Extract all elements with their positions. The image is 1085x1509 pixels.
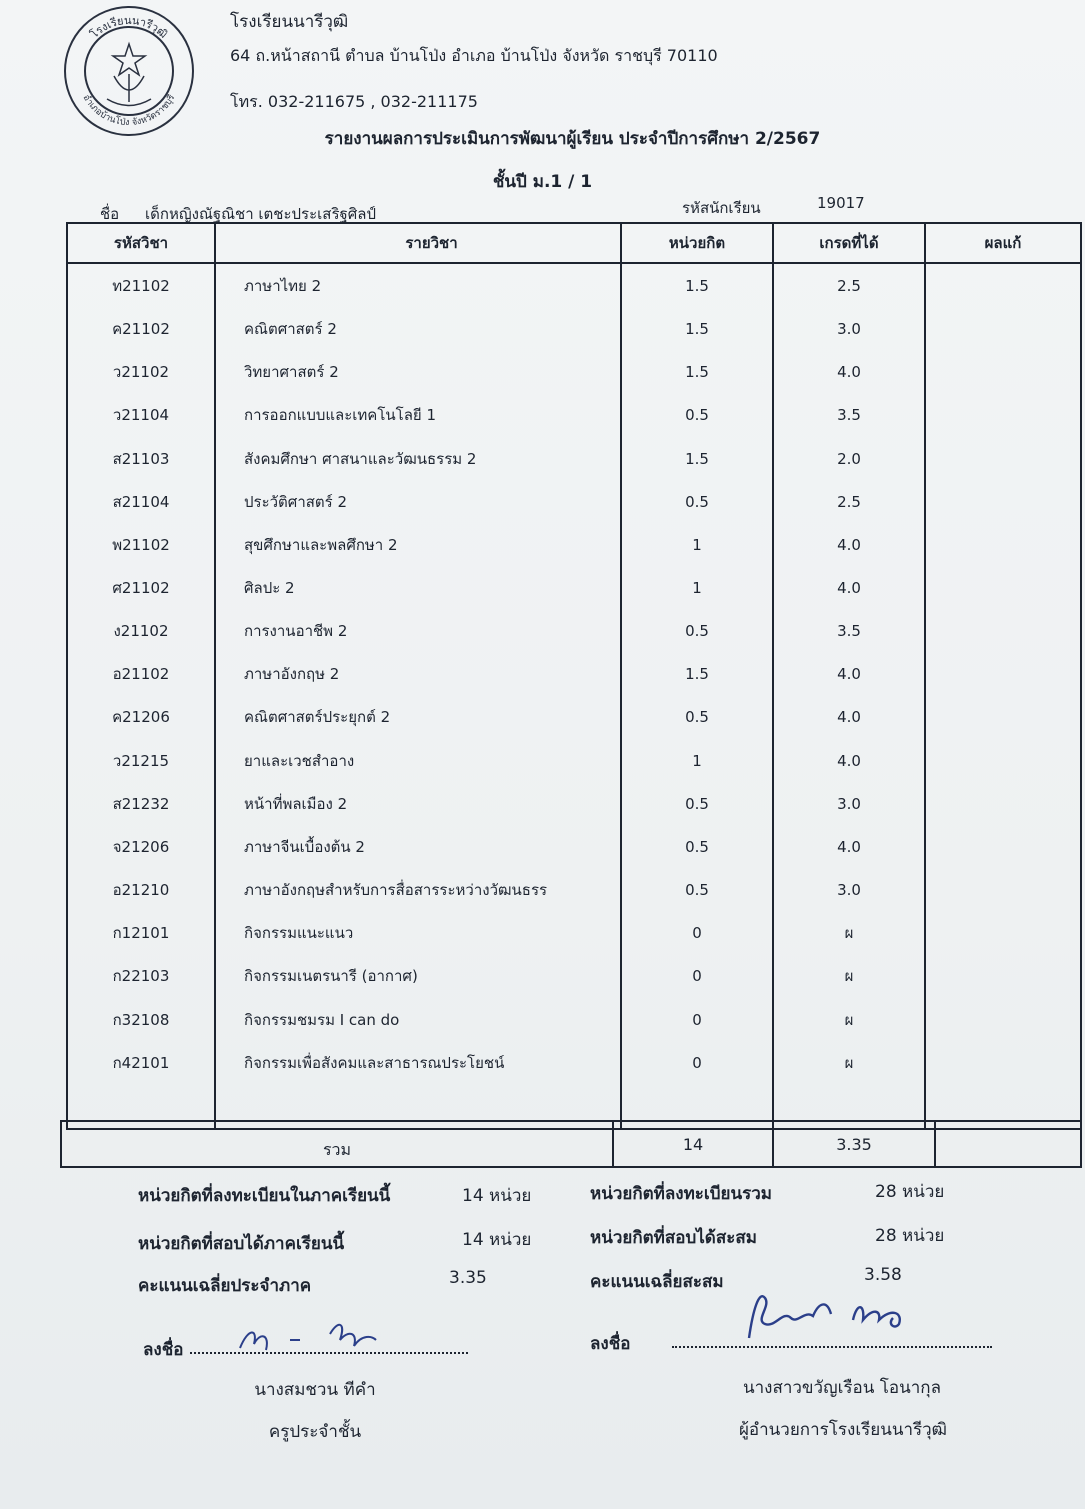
subject-grade: 4.0 xyxy=(773,739,925,782)
total-gpa: 3.35 xyxy=(773,1121,935,1167)
subject-name: กิจกรรมชมรม I can do xyxy=(215,998,621,1041)
subject-credit: 0.5 xyxy=(621,610,773,653)
subject-remedy xyxy=(925,437,1081,480)
table-row xyxy=(67,696,1081,739)
table-row xyxy=(67,825,1081,868)
subject-remedy xyxy=(925,307,1081,350)
subject-remedy xyxy=(925,480,1081,523)
subject-code: ส21103 xyxy=(67,437,215,480)
gpa-cum-label: คะแนนเฉลี่ยสะสม xyxy=(590,1272,724,1292)
right-signer-role: ผู้อำนวยการโรงเรียนนารีวุฒิ xyxy=(738,1420,948,1440)
subject-credit: 1 xyxy=(621,566,773,609)
subject-name: สังคมศึกษา ศาสนาและวัฒนธรรม 2 xyxy=(215,437,621,480)
subject-grade: 3.0 xyxy=(773,782,925,825)
subject-credit: 1 xyxy=(621,523,773,566)
table-row xyxy=(67,998,1081,1041)
subject-code: ก32108 xyxy=(67,998,215,1041)
header-credit: หน่วยกิต xyxy=(621,223,773,263)
left-signer-name: นางสมชวน ทีคำ xyxy=(254,1380,376,1400)
subject-name: ภาษาอังกฤษสำหรับการสื่อสารระหว่างวัฒนธรร xyxy=(215,869,621,912)
subject-remedy xyxy=(925,869,1081,912)
subject-code: ท21102 xyxy=(67,263,215,307)
subject-name: กิจกรรมเพื่อสังคมและสาธารณประโยชน์ xyxy=(215,1041,621,1084)
left-signer-role: ครูประจำชั้น xyxy=(268,1422,362,1442)
subject-credit: 0.5 xyxy=(621,825,773,868)
subject-code: ค21102 xyxy=(67,307,215,350)
registered-total-label: หน่วยกิตที่ลงทะเบียนรวม xyxy=(590,1184,772,1204)
school-name: โรงเรียนนารีวุฒิ xyxy=(230,12,349,32)
registered-term-label: หน่วยกิตที่ลงทะเบียนในภาคเรียนนี้ xyxy=(138,1186,391,1206)
table-row xyxy=(67,653,1081,696)
student-name: เด็กหญิงณัฐณิชา เตชะประเสริฐศิลป์ xyxy=(145,205,377,223)
subject-name: ยาและเวชสำอาง xyxy=(215,739,621,782)
subject-remedy xyxy=(925,696,1081,739)
school-address: 64 ถ.หน้าสถานี ตำบล บ้านโป่ง อำเภอ บ้านโป่ง จังหวัด ราชบุรี 70110 xyxy=(230,46,718,65)
school-seal-logo xyxy=(62,4,196,138)
subject-grade: 3.5 xyxy=(773,610,925,653)
subject-credit: 0.5 xyxy=(621,480,773,523)
total-credit: 14 xyxy=(613,1121,773,1167)
subject-remedy xyxy=(925,739,1081,782)
table-row xyxy=(67,480,1081,523)
subject-remedy xyxy=(925,263,1081,307)
total-label: รวม xyxy=(322,1140,352,1159)
subject-remedy xyxy=(925,998,1081,1041)
table-row xyxy=(67,437,1081,480)
subject-grade: 2.5 xyxy=(773,480,925,523)
passed-term-label: หน่วยกิตที่สอบได้ภาคเรียนนี้ xyxy=(138,1234,345,1254)
subject-code: จ21206 xyxy=(67,825,215,868)
subject-credit: 1 xyxy=(621,739,773,782)
subject-code: ว21104 xyxy=(67,394,215,437)
subject-remedy xyxy=(925,912,1081,955)
subject-name: ประวัติศาสตร์ 2 xyxy=(215,480,621,523)
subject-code: ว21102 xyxy=(67,351,215,394)
subject-grade: 4.0 xyxy=(773,523,925,566)
subject-remedy xyxy=(925,955,1081,998)
subject-remedy xyxy=(925,523,1081,566)
subject-name: การงานอาชีพ 2 xyxy=(215,610,621,653)
subject-grade: 2.5 xyxy=(773,263,925,307)
subject-code: อ21102 xyxy=(67,653,215,696)
seal-text-top: โรงเรียนนารีวุฒิ xyxy=(87,13,170,41)
subject-credit: 1.5 xyxy=(621,653,773,696)
subject-grade: 4.0 xyxy=(773,696,925,739)
seal-text-bottom: อำเภอบ้านโป่ง จังหวัดราชบุรี xyxy=(80,93,178,129)
table-row xyxy=(67,394,1081,437)
subject-name: กิจกรรมเนตรนารี (อากาศ) xyxy=(215,955,621,998)
subject-code: ก22103 xyxy=(67,955,215,998)
subject-credit: 0.5 xyxy=(621,782,773,825)
subject-grade: 3.0 xyxy=(773,307,925,350)
subject-grade: ผ xyxy=(773,998,925,1041)
subject-grade: 2.0 xyxy=(773,437,925,480)
table-header-row xyxy=(67,223,1081,263)
subject-grade: ผ xyxy=(773,912,925,955)
student-id-label: รหัสนักเรียน xyxy=(682,199,761,217)
subject-grade: 4.0 xyxy=(773,351,925,394)
table-row xyxy=(67,351,1081,394)
gpa-term-label: คะแนนเฉลี่ยประจำภาค xyxy=(138,1276,312,1296)
header-grade: เกรดที่ได้ xyxy=(773,223,925,263)
subject-credit: 0 xyxy=(621,912,773,955)
subject-code: ส21232 xyxy=(67,782,215,825)
subject-credit: 1.5 xyxy=(621,263,773,307)
subject-remedy xyxy=(925,394,1081,437)
subject-credit: 1.5 xyxy=(621,307,773,350)
subject-credit: 0 xyxy=(621,1041,773,1084)
subject-credit: 0 xyxy=(621,955,773,998)
grades-body xyxy=(67,263,1081,1129)
table-row xyxy=(67,566,1081,609)
total-row xyxy=(60,1120,1082,1168)
table-row xyxy=(67,263,1081,307)
report-title: รายงานผลการประเมินการพัฒนาผู้เรียน ประจำปีการศึกษา 2/2567 xyxy=(324,129,821,149)
subject-name: ภาษาจีนเบื้องต้น 2 xyxy=(215,825,621,868)
subject-remedy xyxy=(925,610,1081,653)
subject-name: หน้าที่พลเมือง 2 xyxy=(215,782,621,825)
table-row xyxy=(67,869,1081,912)
subject-credit: 0.5 xyxy=(621,869,773,912)
right-signer-name: นางสาวขวัญเรือน โอนากุล xyxy=(743,1378,941,1398)
subject-name: คณิตศาสตร์ประยุกต์ 2 xyxy=(215,696,621,739)
subject-code: ง21102 xyxy=(67,610,215,653)
table-row xyxy=(67,307,1081,350)
gpa-cum-value: 3.58 xyxy=(864,1265,902,1285)
subject-name: ภาษาไทย 2 xyxy=(215,263,621,307)
subject-credit: 0.5 xyxy=(621,394,773,437)
subject-name: กิจกรรมแนะแนว xyxy=(215,912,621,955)
subject-credit: 0 xyxy=(621,998,773,1041)
subject-grade: 4.0 xyxy=(773,566,925,609)
subject-name: สุขศึกษาและพลศึกษา 2 xyxy=(215,523,621,566)
subject-code: ก42101 xyxy=(67,1041,215,1084)
student-name-label: ชื่อ xyxy=(100,205,120,223)
subject-code: ค21206 xyxy=(67,696,215,739)
passed-term-value: 14 หน่วย xyxy=(462,1230,532,1250)
subject-code: อ21210 xyxy=(67,869,215,912)
subject-credit: 1.5 xyxy=(621,437,773,480)
subject-remedy xyxy=(925,566,1081,609)
subject-grade: 4.0 xyxy=(773,825,925,868)
total-remedy xyxy=(935,1121,1081,1167)
table-row xyxy=(67,610,1081,653)
registered-term-value: 14 หน่วย xyxy=(462,1186,532,1206)
right-handwritten-signature xyxy=(735,1280,925,1350)
subject-remedy xyxy=(925,1041,1081,1084)
left-handwritten-signature xyxy=(230,1310,400,1360)
passed-total-label: หน่วยกิตที่สอบได้สะสม xyxy=(590,1228,757,1248)
subject-remedy xyxy=(925,351,1081,394)
table-row xyxy=(67,1041,1081,1084)
grades-table xyxy=(66,222,1082,1130)
table-row xyxy=(67,523,1081,566)
subject-code: ว21215 xyxy=(67,739,215,782)
header-code: รหัสวิชา xyxy=(67,223,215,263)
subject-credit: 1.5 xyxy=(621,351,773,394)
student-id: 19017 xyxy=(817,194,865,212)
gpa-term-value: 3.35 xyxy=(449,1268,487,1288)
passed-total-value: 28 หน่วย xyxy=(875,1226,945,1246)
subject-grade: 3.0 xyxy=(773,869,925,912)
right-sign-label: ลงชื่อ xyxy=(590,1334,631,1354)
subject-remedy xyxy=(925,782,1081,825)
left-sign-label: ลงชื่อ xyxy=(143,1340,184,1360)
table-row xyxy=(67,739,1081,782)
table-row xyxy=(67,912,1081,955)
subject-name: การออกแบบและเทคโนโลยี 1 xyxy=(215,394,621,437)
subject-code: ก12101 xyxy=(67,912,215,955)
subject-name: ศิลปะ 2 xyxy=(215,566,621,609)
table-row xyxy=(67,782,1081,825)
subject-grade: ผ xyxy=(773,955,925,998)
subject-name: ภาษาอังกฤษ 2 xyxy=(215,653,621,696)
subject-credit: 0.5 xyxy=(621,696,773,739)
subject-name: คณิตศาสตร์ 2 xyxy=(215,307,621,350)
class-level: ชั้นปี ม.1 / 1 xyxy=(492,172,593,192)
subject-grade: 3.5 xyxy=(773,394,925,437)
subject-code: พ21102 xyxy=(67,523,215,566)
subject-remedy xyxy=(925,825,1081,868)
header-remedy: ผลแก้ xyxy=(925,223,1081,263)
subject-remedy xyxy=(925,653,1081,696)
subject-grade: 4.0 xyxy=(773,653,925,696)
subject-grade: ผ xyxy=(773,1041,925,1084)
header-subject: รายวิชา xyxy=(215,223,621,263)
school-phone: โทร. 032-211675 , 032-211175 xyxy=(230,92,478,111)
subject-code: ศ21102 xyxy=(67,566,215,609)
subject-code: ส21104 xyxy=(67,480,215,523)
registered-total-value: 28 หน่วย xyxy=(875,1182,945,1202)
subject-name: วิทยาศาสตร์ 2 xyxy=(215,351,621,394)
table-row xyxy=(67,955,1081,998)
